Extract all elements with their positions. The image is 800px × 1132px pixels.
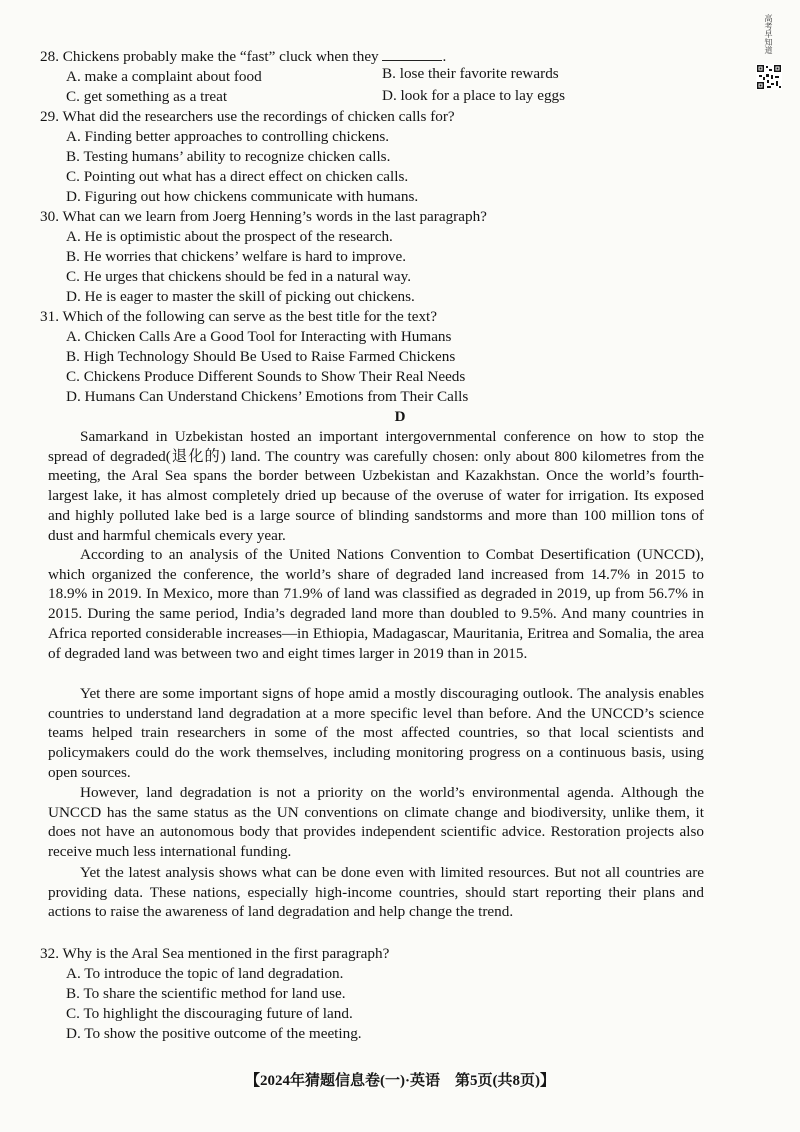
question-32-option-b: B. To share the scientific method for land use. xyxy=(66,985,346,1002)
question-30-option-c: C. He urges that chickens should be fed in a natural way. xyxy=(66,268,411,285)
question-29-option-c: C. Pointing out what has a direct effect on chicken calls. xyxy=(66,168,409,185)
question-32-option-c: C. To highlight the discouraging future of land. xyxy=(66,1005,353,1022)
question-29-option-a: A. Finding better approaches to controlling chickens. xyxy=(66,128,390,145)
question-31-option-b: B. High Technology Should Be Used to Raise Farmed Chickens xyxy=(66,348,456,365)
passage-paragraph-2: According to an analysis of the United Nations Convention to Combat Desertification (UNCCD), which organized the conference, the world’s share of degraded land increased from 14.7% in 2015 to 18.9% in 2019. In Mexico, more than 71.9% of land was classified as degraded in 2019, up from 56.7% in 2015. During the same period, India’s degraded land more than doubled to 9.5%. And many countries in Africa reported considerable increases—in Ethiopia, Madagascar, Mauritania, Eritrea and Somalia, the area of degraded land was between two and eight times larger in 2019 than in 2015. xyxy=(48,546,704,662)
question-29-option-d: D. Figuring out how chickens communicate with humans. xyxy=(66,188,419,205)
side-label-strip xyxy=(757,14,787,106)
question-30-option-b: B. He worries that chickens’ welfare is hard to improve. xyxy=(66,248,407,265)
question-28-option-c: C. get something as a treat xyxy=(66,88,228,105)
question-28-stem-text: 28. Chickens probably make the “fast” cluck when they xyxy=(40,48,379,65)
page-footer: 【2024年猜题信息卷(一)·英语 第5页(共8页)】 xyxy=(245,1073,555,1089)
question-31-option-d: D. Humans Can Understand Chickens’ Emotions from Their Calls xyxy=(66,388,469,405)
passage-paragraph-3: Yet there are some important signs of hope amid a mostly discouraging outlook. The analysis enables countries to understand land degradation at a more specific level than before. And the UNCCD’s science teams helped train researchers in some of the most affected countries, so that local scientists and policymakers could do the work themselves, including monitoring progress on a continuous basis, using open sources. xyxy=(48,685,704,781)
question-29-option-b: B. Testing humans’ ability to recognize chicken calls. xyxy=(66,148,391,165)
question-32-stem: 32. Why is the Aral Sea mentioned in the first paragraph? xyxy=(40,945,390,962)
question-32-option-d: D. To show the positive outcome of the meeting. xyxy=(66,1025,362,1042)
question-28-option-b: B. lose their favorite rewards xyxy=(382,65,559,82)
section-heading: D xyxy=(394,409,406,425)
passage-paragraph-1: Samarkand in Uzbekistan hosted an important intergovernmental conference on how to stop the spread of degraded(退化的) land. The country was carefully chosen: only about 800 kilometres from the meeting, the Aral Sea spans the border between Uzbekistan and Kazakhstan. Once the world’s fourth-largest lake, it has almost completely dried up because of the overuse of water for irrigation. Its exposed and highly polluted lake bed is a large source of blinding sandstorms and more than 100 million tons of dust and harmful chemicals every year. xyxy=(48,428,704,544)
question-30-option-d: D. He is eager to master the skill of picking out chickens. xyxy=(66,288,415,305)
question-30-stem: 30. What can we learn from Joerg Henning’s words in the last paragraph? xyxy=(40,208,487,225)
question-30-option-a: A. He is optimistic about the prospect of the research. xyxy=(66,228,393,245)
answer-blank xyxy=(382,48,442,61)
question-29-stem: 29. What did the researchers use the recordings of chicken calls for? xyxy=(40,108,455,125)
question-31-option-c: C. Chickens Produce Different Sounds to Show Their Real Needs xyxy=(66,368,466,385)
passage-paragraph-4: However, land degradation is not a priority on the world’s environmental agenda. Although the UNCCD has the same status as the UN conventions on climate change and biodiversity, unlike them, it does not have an autonomous body that provides independent scientific advice. Restoration projects also receive much less international funding. xyxy=(48,784,704,861)
question-28-stem-end: . xyxy=(442,48,447,65)
side-label: 高考早知道 xyxy=(764,14,773,54)
passage-paragraph-5: Yet the latest analysis shows what can be done even with limited resources. But not all countries are providing data. These nations, especially high-income countries, should start reporting their plans and actions to raise the awareness of land degradation and help change the trend. xyxy=(48,864,704,921)
question-28-stem xyxy=(40,47,710,67)
question-31-option-a: A. Chicken Calls Are a Good Tool for Interacting with Humans xyxy=(66,328,452,345)
question-32-option-a: A. To introduce the topic of land degradation. xyxy=(66,965,344,982)
question-28-option-d: D. look for a place to lay eggs xyxy=(382,87,566,104)
question-31-stem: 31. Which of the following can serve as the best title for the text? xyxy=(40,308,438,325)
question-28-option-a: A. make a complaint about food xyxy=(66,68,262,85)
qr-code-icon xyxy=(756,64,782,90)
